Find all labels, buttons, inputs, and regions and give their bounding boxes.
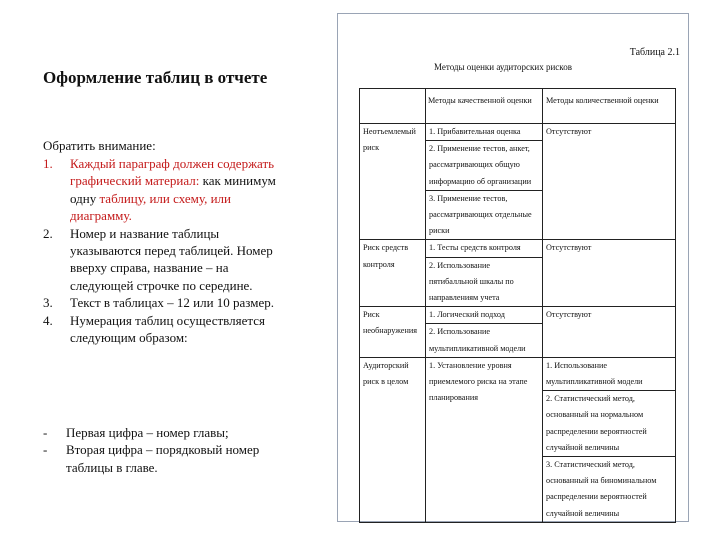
list-text: Номер и название таблицы указываются перед таблицей. Номер вверху справа, название – на следующей строчке по середине. (70, 225, 273, 293)
risk-cell: Риск необнаружения (360, 307, 426, 358)
method-entry: Отсутствуют (546, 243, 592, 253)
table-header-cell (360, 89, 426, 124)
list-marker: 4. (43, 312, 53, 328)
list-marker: 3. (43, 295, 53, 311)
table-header-row (360, 89, 676, 124)
risk-cell: Неотъемлемый риск (360, 124, 426, 240)
table-header-cell: Методы качественной оценки (426, 89, 543, 124)
table-row (360, 240, 676, 307)
list-text: Текст в таблицах – 12 или 10 размер. (70, 295, 274, 311)
risk-methods-table (359, 88, 676, 523)
method-entry: 1. Прибавительная оценка (429, 127, 521, 136)
list-text: Вторая цифра – порядковый номер таблицы в главе. (66, 442, 260, 475)
method-entry: 1. Тесты средств контроля (429, 243, 521, 253)
list-marker: - (43, 442, 48, 458)
list-item (43, 424, 293, 441)
list-item (43, 155, 293, 225)
method-entry: Отсутствуют (546, 310, 592, 320)
intro-text: Обратить внимание: (43, 138, 156, 153)
slide-text-pane (43, 0, 323, 540)
method-entry: 1. Использование мультипликативной модели (546, 360, 643, 387)
method-entry: 2. Использование пятибалльной шкалы по направлениям учета (426, 257, 542, 307)
dash-list (43, 424, 293, 476)
table-row (360, 124, 676, 240)
list-marker: - (43, 425, 48, 440)
method-entry: 2. Статистический метод, основанный на нормальном распределении вероятностей случайной величины (543, 390, 675, 456)
method-entry: 2. Применение тестов, анкет, рассматривающих общую информацию об организации (426, 140, 542, 190)
list-item (43, 441, 293, 476)
qualitative-cell (426, 357, 543, 522)
list-item (43, 225, 293, 295)
risk-cell: Риск средств контроля (360, 240, 426, 307)
list-text: как минимум одну (70, 173, 276, 206)
method-entry: 1. Логический подход (429, 310, 505, 320)
quantitative-cell (543, 240, 676, 307)
list-item (43, 312, 293, 347)
method-entry: 1. Установление уровня приемлемого риска на этапе планирования (429, 360, 528, 403)
method-entry: 2. Использование мультипликативной модели (426, 323, 542, 356)
qualitative-cell (426, 124, 543, 240)
rules-list (43, 155, 293, 346)
qualitative-cell (426, 240, 543, 307)
quantitative-cell (543, 307, 676, 358)
qualitative-cell (426, 307, 543, 358)
table-caption: Методы оценки аудиторских рисков (434, 62, 572, 72)
document-page-preview (337, 13, 689, 522)
table-row (360, 307, 676, 358)
list-text: Нумерация таблиц осуществляется следующим образом: (70, 312, 265, 346)
quantitative-cell (543, 357, 676, 522)
table-header-cell: Методы количественной оценки (543, 89, 676, 124)
method-entry: Отсутствуют (546, 127, 592, 136)
list-item (43, 294, 293, 311)
list-text: Первая цифра – номер главы; (66, 425, 229, 440)
table-row (360, 357, 676, 522)
quantitative-cell (543, 124, 676, 240)
risk-cell: Аудиторский риск в целом (360, 357, 426, 522)
list-marker: 2. (43, 225, 53, 241)
method-entry: 3. Применение тестов, рассматривающих отдельные риски (426, 190, 542, 240)
list-text-highlight: Каждый параграф должен содержать графический материал: (70, 156, 275, 189)
list-text-highlight: таблицу, или схему, или диаграмму. (70, 190, 231, 224)
list-marker: 1. (43, 156, 53, 171)
method-entry: 3. Статистический метод, основанный на биноминальном распределении вероятностей случайной величины (543, 456, 675, 522)
slide-title: Оформление таблиц в отчете (43, 68, 268, 87)
table-number: Таблица 2.1 (629, 47, 680, 58)
